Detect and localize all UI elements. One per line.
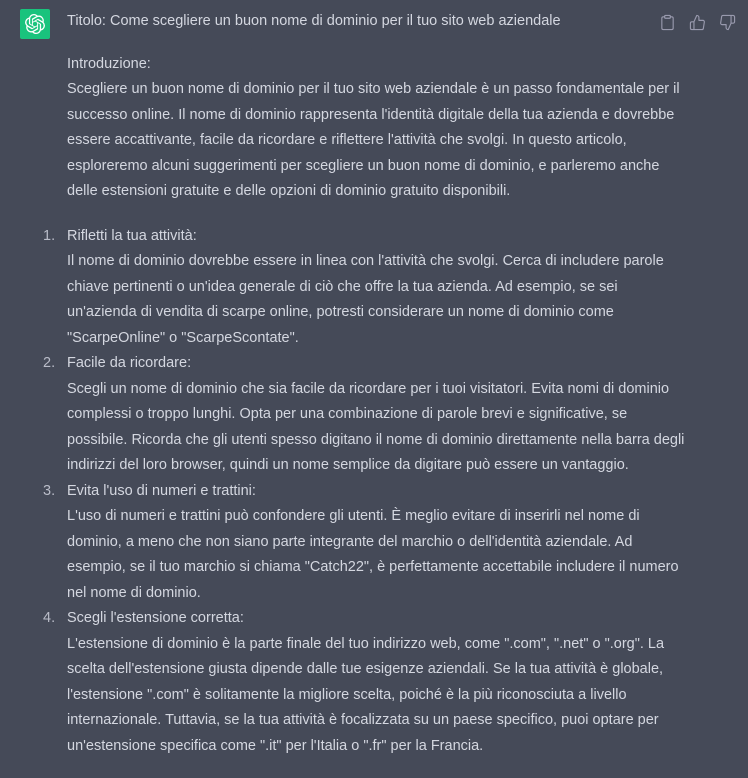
list-item-body: L'estensione di dominio è la parte finale del tuo indirizzo web, come ".com", ".net" o ".org". La scelta dell'estensione giusta dipende dalle tue esigenze aziendali. Se la tua attività è globale, l'estensione ".com" è solitamente la migliore scelta, poiché è la più riconosciuta a livello internazionale. Tuttavia, se la tua attività è focalizzata su un paese specifico, puoi optare per un'estensione specifica come ".it" per l'Italia o ".fr" per la Francia. xyxy=(67,635,665,754)
list-item-body: L'uso di numeri e trattini può confondere gli utenti. È meglio evitare di inserirli nel nome di dominio, a meno che non siano parte integrante del marchio o dell'identità aziendale. Ad esempio, se il tuo marchio si chiama "Catch22", è perfettamente accettabile includere il numero nel nome di dominio. xyxy=(67,508,679,601)
list-item-number: 3. xyxy=(43,482,56,499)
intro-body: Scegliere un buon nome di dominio per il tuo sito web aziendale è un passo fondamentale per il successo online. Il nome di dominio rappresenta l'identità digitale della tua azienda e dovrebbe essere accattivante, facile da ricordare e riflettere l'attività che svolgi. In questo articolo, esploreremo alcuni suggerimenti per scegliere un buon nome di dominio, e parleremo anche delle estensioni gratuite e delle opzioni di dominio gratuito disponibili. xyxy=(67,81,680,199)
intro-label: Introduzione: xyxy=(67,55,151,72)
list-item xyxy=(43,606,685,759)
list-item-number: 4. xyxy=(43,610,56,626)
list-item-heading: Facile da ricordare: xyxy=(67,355,192,371)
list-item xyxy=(43,351,685,479)
list-item-number: 2. xyxy=(43,355,56,371)
thumbs-down-icon xyxy=(719,14,736,31)
list-item-body: Scegli un nome di dominio che sia facile da ricordare per i tuoi visitatori. Evita nomi di dominio complessi o troppo lunghi. Opta per una combinazione di parole brevi e significative, se possibile. Ricorda che gli utenti spesso digitano il nome di dominio direttamente nella barra degli indirizzi del loro browser, quindi un nome semplice da digitare può essere un vantaggio. xyxy=(67,380,685,473)
thumbs-up-icon xyxy=(689,14,706,31)
message-title: Titolo: Come scegliere un buon nome di dominio per il tuo sito web aziendale xyxy=(67,13,561,29)
list-item-heading: Rifletti la tua attività: xyxy=(67,227,197,244)
intro-paragraph xyxy=(67,52,685,205)
thumbs-down-button[interactable] xyxy=(718,13,737,32)
list-item-heading: Scegli l'estensione corretta: xyxy=(67,610,244,626)
copy-button[interactable] xyxy=(658,13,677,32)
list-item xyxy=(43,224,685,352)
openai-logo-icon xyxy=(25,14,45,34)
message-actions xyxy=(658,13,737,32)
list-item-body: Il nome di dominio dovrebbe essere in linea con l'attività che svolgi. Cerca di includere parole chiave pertinenti o un'idea generale di ciò che offre la tua azienda. Ad esempio, se sei un'azienda di vendita di scarpe online, potresti considerare un nome di dominio come "ScarpeOnline" o "ScarpeScontate". xyxy=(67,253,664,346)
list-item-number: 1. xyxy=(43,227,56,244)
assistant-avatar xyxy=(20,9,50,39)
list-item-heading: Evita l'uso di numeri e trattini: xyxy=(67,482,256,499)
list-item xyxy=(43,479,685,607)
suggestions-list xyxy=(43,224,685,760)
message-text-column xyxy=(43,9,685,759)
thumbs-up-button[interactable] xyxy=(688,13,707,32)
clipboard-icon xyxy=(659,14,676,31)
